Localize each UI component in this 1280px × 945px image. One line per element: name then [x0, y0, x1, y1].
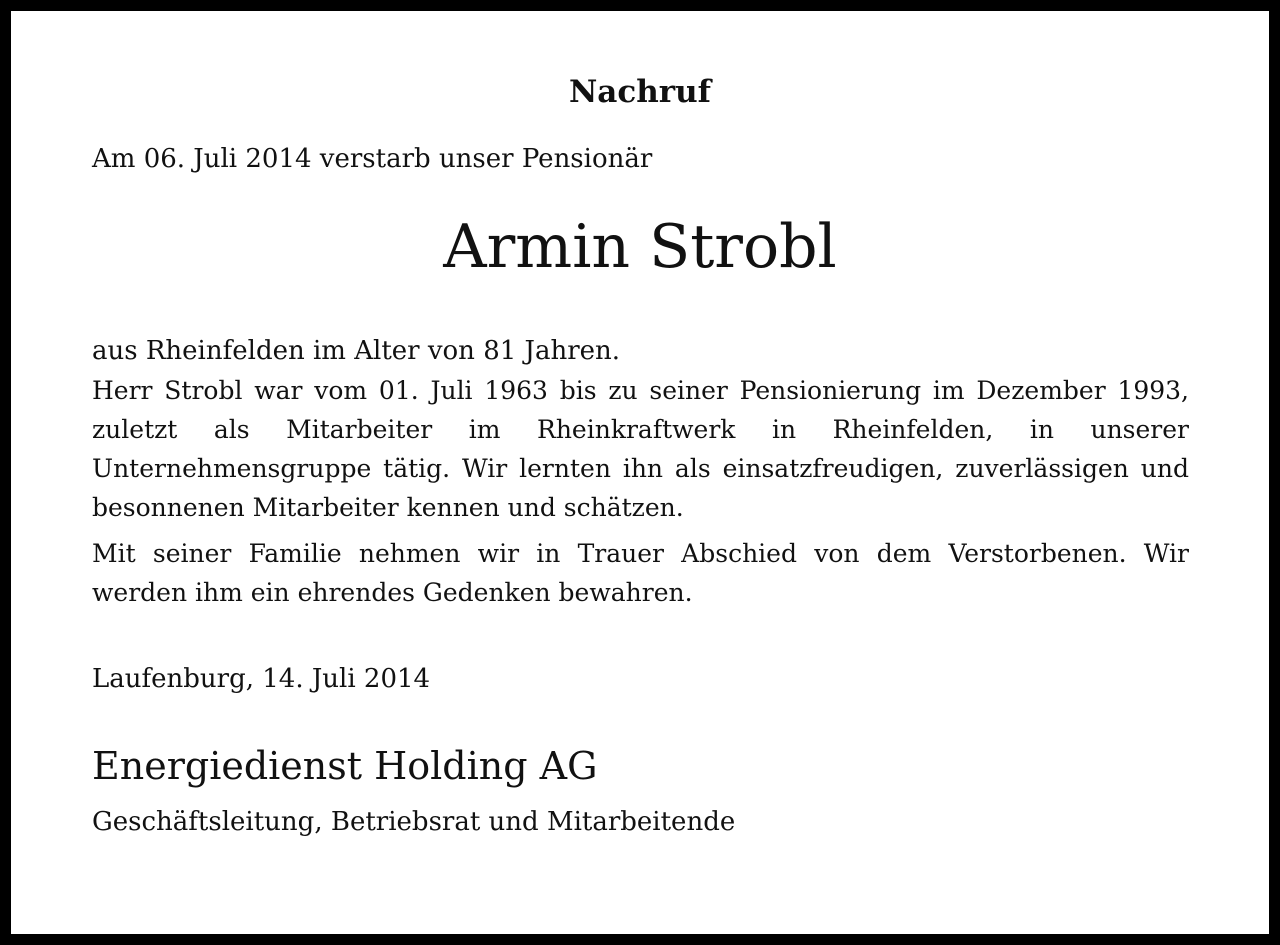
company-name: Energiedienst Holding AG: [92, 744, 598, 788]
intro-line: Am 06. Juli 2014 verstarb unser Pensionär: [92, 144, 653, 174]
career-paragraph: Herr Strobl war vom 01. Juli 1963 bis zu seiner Pensionierung im Dezember 1993, zuletzt als Mitarbeiter im Rheinkraftwerk in Rheinfelden, in unserer Unternehmensgruppe tätig. Wir lernten ihn als einsatzfreudigen, zuverlässigen und besonnenen Mitarbeiter kennen und schätzen.: [92, 376, 1189, 522]
obituary-notice: [11, 11, 1269, 934]
origin-age-line: aus Rheinfelden im Alter von 81 Jahren.: [92, 336, 621, 366]
place-date: Laufenburg, 14. Juli 2014: [92, 664, 431, 694]
farewell-paragraph: Mit seiner Familie nehmen wir in Trauer Abschied von dem Verstorbenen. Wir werden ihm ein ehrendes Gedenken bewahren.: [92, 539, 1189, 607]
deceased-name: Armin Strobl: [443, 212, 837, 282]
notice-heading: Nachruf: [568, 74, 712, 110]
signatories-line: Geschäftsleitung, Betriebsrat und Mitarbeitende: [92, 807, 736, 837]
